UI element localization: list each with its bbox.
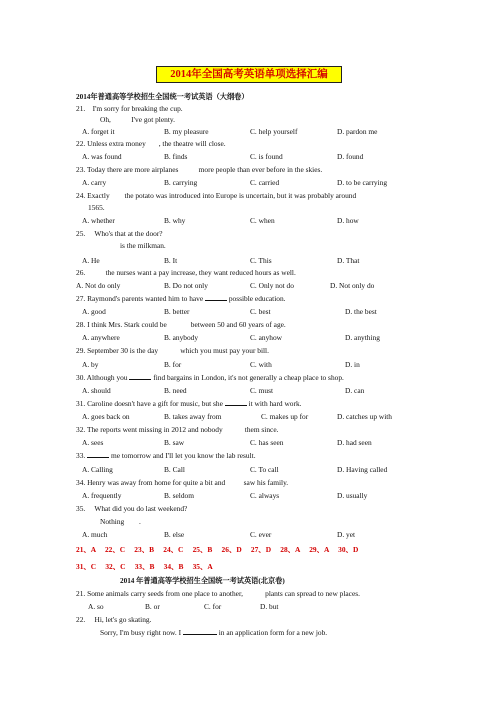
question-25-option-b: B. It xyxy=(164,256,178,265)
question-26-option-a: A. Not do only xyxy=(76,281,121,290)
answer-blank xyxy=(129,373,151,380)
question-33-option-d: D. Having called xyxy=(337,465,388,474)
question-30-option-b: B. need xyxy=(164,386,187,395)
question-24-option-b: B. why xyxy=(164,216,186,225)
question-25-option-a: A. He xyxy=(82,256,100,265)
beijing-question-21-stem: 21. Some animals carry seeds from one place to another, plants can spread to new places. xyxy=(76,589,360,598)
question-29-option-a: A. by xyxy=(82,360,99,369)
question-32-option-c: C. has seen xyxy=(250,438,284,447)
question-31-option-c: C. makes up for xyxy=(261,412,309,421)
question-23-option-b: B. carrying xyxy=(164,178,198,187)
question-31-stem: 31. Caroline doesn't have a gift for music, but she it with hard work. xyxy=(76,399,302,408)
beijing-question-22-reply: Sorry, I'm busy right now. I in an application form for a new job. xyxy=(100,628,328,637)
question-27-stem: 27. Raymond's parents wanted him to have possible education. xyxy=(76,294,286,303)
question-34-option-a: A. frequently xyxy=(82,491,122,500)
question-24-stem: 24. Exactly the potato was introduced into Europe is uncertain, but it was probably around xyxy=(76,191,357,200)
beijing-question-21-option-c: C. for xyxy=(204,602,222,611)
answer-blank xyxy=(225,399,247,406)
question-22-option-b: B. finds xyxy=(164,152,188,161)
question-32-option-a: A. sees xyxy=(82,438,104,447)
question-30-option-a: A. should xyxy=(82,386,111,395)
question-22-stem: 22. Unless extra money , the theatre will close. xyxy=(76,139,226,148)
question-30-option-d: D. can xyxy=(345,386,365,395)
question-35-stem: 35. What did you do last weekend? xyxy=(76,504,188,513)
question-26-option-b: B. Do not only xyxy=(164,281,208,290)
document-title: 2014年全国高考英语单项选择汇编 xyxy=(156,66,342,83)
question-23-option-d: D. to be carrying xyxy=(337,178,388,187)
question-21-option-a: A. forget it xyxy=(82,127,115,136)
question-29-option-c: C. with xyxy=(250,360,272,369)
question-33-stem: 33. me tomorrow and I'll let you know the lab result. xyxy=(76,451,256,460)
question-34-option-d: D. usually xyxy=(337,491,368,500)
question-34-stem: 34. Henry was away from home for quite a bit and saw his family. xyxy=(76,478,289,487)
question-28-option-d: D. anything xyxy=(345,333,380,342)
beijing-question-22-stem: 22. Hi, let's go skating. xyxy=(76,615,152,624)
question-33-option-b: B. Call xyxy=(164,465,185,474)
question-25-reply: is the milkman. xyxy=(120,241,166,250)
question-23-option-a: A. carry xyxy=(82,178,107,187)
answer-key-line-1: 21、A 22、C 23、B 24、C 25、B 26、D 27、D 28、A 29、A 30、D xyxy=(76,545,359,554)
question-21-option-d: D. pardon me xyxy=(337,127,378,136)
beijing-question-21-option-b: B. or xyxy=(145,602,160,611)
question-23-option-c: C. carried xyxy=(250,178,280,187)
beijing-question-21-option-a: A. so xyxy=(88,602,104,611)
question-31-option-b: B. takes away from xyxy=(164,412,222,421)
question-24-option-d: D. how xyxy=(337,216,359,225)
beijing-question-21-option-d: D. but xyxy=(260,602,279,611)
question-21-stem: 21. I'm sorry for breaking the cup. xyxy=(76,104,183,113)
question-28-option-c: C. anyhow xyxy=(250,333,283,342)
question-35-option-d: D. yet xyxy=(337,530,356,539)
question-22-option-d: D. found xyxy=(337,152,364,161)
question-33-option-c: C. To call xyxy=(250,465,279,474)
question-26-stem: 26. the nurses want a pay increase, they want reduced hours as well. xyxy=(76,268,296,277)
answer-key-line-2: 31、C 32、C 33、B 34、B 35、A xyxy=(76,562,213,571)
question-21-option-b: B. my pleasure xyxy=(164,127,209,136)
question-25-option-d: D. That xyxy=(337,256,360,265)
question-27-option-b: B. better xyxy=(164,307,190,316)
question-28-stem: 28. I think Mrs. Stark could be between 50 and 60 years of age. xyxy=(76,320,286,329)
question-29-stem: 29. September 30 is the day which you must pay your bill. xyxy=(76,346,269,355)
question-32-option-d: D. had seen xyxy=(337,438,372,447)
question-25-option-c: C. This xyxy=(250,256,272,265)
question-34-option-c: C. always xyxy=(250,491,280,500)
question-28-option-a: A. anywhere xyxy=(82,333,120,342)
question-33-option-a: A. Calling xyxy=(82,465,113,474)
question-32-option-b: B. saw xyxy=(164,438,185,447)
question-22-option-c: C. is found xyxy=(250,152,283,161)
question-35-option-c: C. ever xyxy=(250,530,272,539)
answer-blank xyxy=(183,628,217,635)
section-heading-beijing: 2014 年普通高等学校招生全国统一考试英语(北京卷) xyxy=(120,577,285,585)
question-35-option-a: A. much xyxy=(82,530,108,539)
question-35-option-b: B. else xyxy=(164,530,185,539)
question-35-reply: Nothing . xyxy=(100,517,141,526)
question-25-stem: 25. Who's that at the door? xyxy=(76,229,163,238)
question-29-option-d: D. in xyxy=(345,360,360,369)
question-32-stem: 32. The reports went missing in 2012 and nobody them since. xyxy=(76,425,279,434)
question-22-option-a: A. was found xyxy=(82,152,122,161)
question-30-stem: 30. Although you find bargains in London, it's not generally a cheap place to shop. xyxy=(76,373,344,382)
question-26-option-c: C. Only not do xyxy=(250,281,294,290)
question-23-stem: 23. Today there are more airplanes more people than ever before in the skies. xyxy=(76,165,323,174)
question-29-option-b: B. for xyxy=(164,360,182,369)
question-26-option-d: D. Not only do xyxy=(330,281,375,290)
answer-blank xyxy=(87,451,109,458)
question-24-option-a: A. whether xyxy=(82,216,115,225)
question-24-continuation: 1565. xyxy=(88,203,105,212)
question-31-option-a: A. goes back on xyxy=(82,412,130,421)
question-30-option-c: C. must xyxy=(250,386,273,395)
question-24-option-c: C. when xyxy=(250,216,275,225)
question-34-option-b: B. seldom xyxy=(164,491,194,500)
question-27-option-d: D. the best xyxy=(345,307,377,316)
question-21-reply: Oh, I've got plenty. xyxy=(100,115,175,124)
question-31-option-d: D. catches up with xyxy=(337,412,393,421)
question-21-option-c: C. help yourself xyxy=(250,127,298,136)
answer-blank xyxy=(205,294,227,301)
question-27-option-c: C. best xyxy=(250,307,271,316)
section-heading-national: 2014年普通高等学校招生全国统一考试英语（大纲卷） xyxy=(76,93,249,101)
question-27-option-a: A. good xyxy=(82,307,106,316)
question-28-option-b: B. anybody xyxy=(164,333,199,342)
